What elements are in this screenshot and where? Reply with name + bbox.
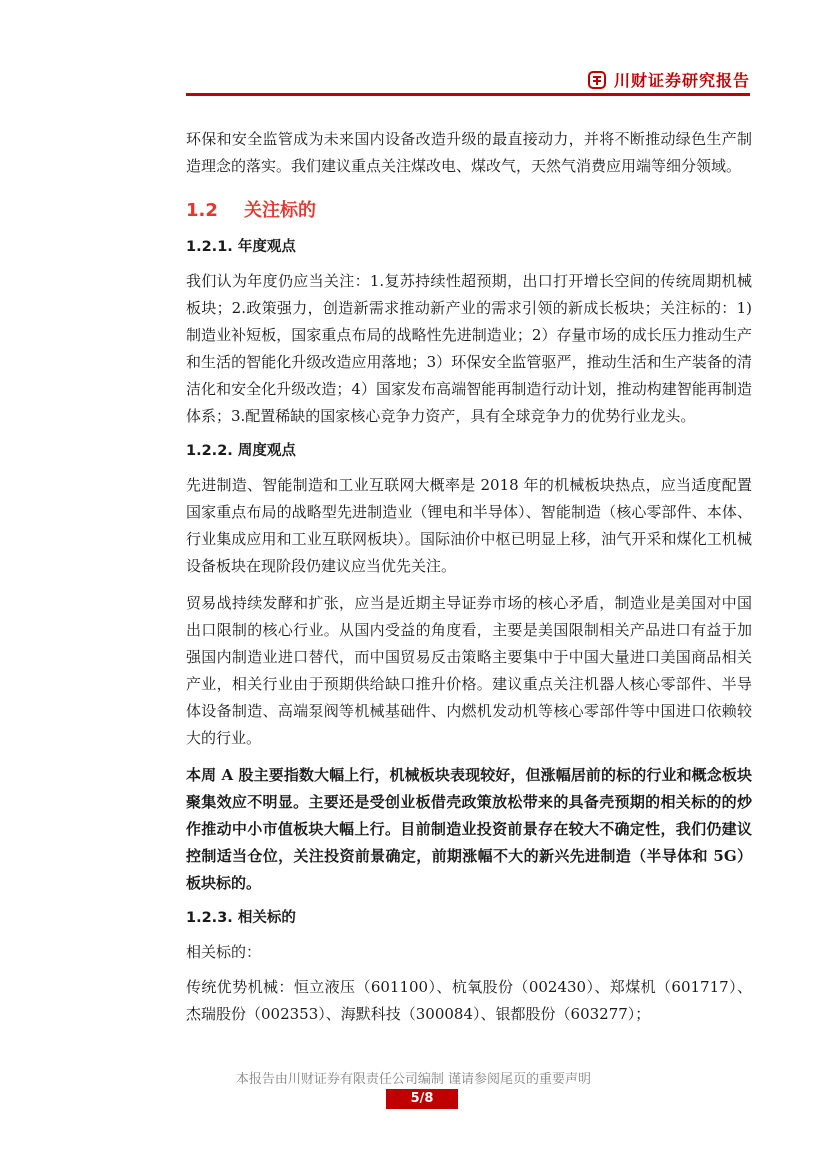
footer-disclaimer: 本报告由川财证券有限责任公司编制 谨请参阅尾页的重要声明 [235, 1072, 592, 1087]
targets-lead: 相关标的： [186, 943, 262, 961]
section-title: 关注标的 [244, 200, 316, 221]
subsection-targets-heading: 1.2.3. 相关标的 [186, 910, 296, 926]
weekly-view-paragraph-2: 贸易战持续发酵和扩张，应当是近期主导证券市场的核心矛盾，制造业是美国对中国出口限制的核心行业。从国内受益的角度看，主要是美国限制相关产品进口有益于加强国内制造业进口替代，而中国贸易反击策略主要集中于中国大量进口美国商品相关产业，相关行业由于预期供给缺口推升价格。建议重点关注机器人核心零部件、半导体设备制造、高端泵阀等机械基础件、内燃机发动机等核心零部件等中国进口依赖较大的行业。 [186, 594, 752, 747]
section-heading [186, 196, 752, 226]
section-number: 1.2 [186, 200, 218, 221]
weekly-view-paragraph-bold: 本周 A 股主要指数大幅上行，机械板块表现较好，但涨幅居前的标的行业和概念板块聚集效应不明显。主要还是受创业板借壳政策放松带来的具备壳预期的相关标的的炒作推动中小市值板块大幅上行。目前制造业投资前景存在较大不确定性，我们仍建议控制适当仓位，关注投资前景确定，前期涨幅不大的新兴先进制造（半导体和 5G）板块标的。 [186, 766, 752, 892]
page-number: 5/8 [386, 1089, 458, 1109]
intro-paragraph: 环保和安全监管成为未来国内设备改造升级的最直接动力，并将不断推动绿色生产制造理念的落实。我们建议重点关注煤改电、煤改气，天然气消费应用端等细分领域。 [186, 130, 752, 175]
weekly-view-paragraph-1: 先进制造、智能制造和工业互联网大概率是 2018 年的机械板块热点，应当适度配置国家重点布局的战略型先进制造业（锂电和半导体）、智能制造（核心零部件、本体、行业集成应用和工业互联网板块）。国际油价中枢已明显上移，油气开采和煤化工机械设备板块在现阶段仍建议应当优先关注。 [186, 476, 752, 575]
page-header [186, 66, 750, 94]
targets-list-line: 传统优势机械：恒立液压（601100）、杭氧股份（002430）、郑煤机（601717）、杰瑞股份（002353）、海默科技（300084）、银都股份（603277）； [186, 978, 752, 1023]
annual-view-paragraph: 我们认为年度仍应当关注：1.复苏持续性超预期，出口打开增长空间的传统周期机械板块；2.政策强力，创造新需求推动新产业的需求引领的新成长板块；关注标的：1)制造业补短板，国家重点布局的战略性先进制造业；2）存量市场的成长压力推动生产和生活的智能化升级改造应用落地；3）环保安全监管驱严，推动生活和生产装备的清洁化和安全化升级改造；4）国家发布高端智能再制造行动计划，推动构建智能再制造体系；3.配置稀缺的国家核心竞争力资产，具有全球竞争力的优势行业龙头。 [186, 272, 752, 425]
subsection-weekly-heading: 1.2.2. 周度观点 [186, 443, 296, 459]
brand-logo-icon [588, 71, 606, 89]
brand-title: 川财证券研究报告 [613, 71, 750, 90]
document-body [186, 126, 752, 1028]
brand-mark [588, 68, 750, 91]
subsection-annual-heading: 1.2.1. 年度观点 [186, 239, 296, 255]
header-divider [186, 93, 750, 96]
